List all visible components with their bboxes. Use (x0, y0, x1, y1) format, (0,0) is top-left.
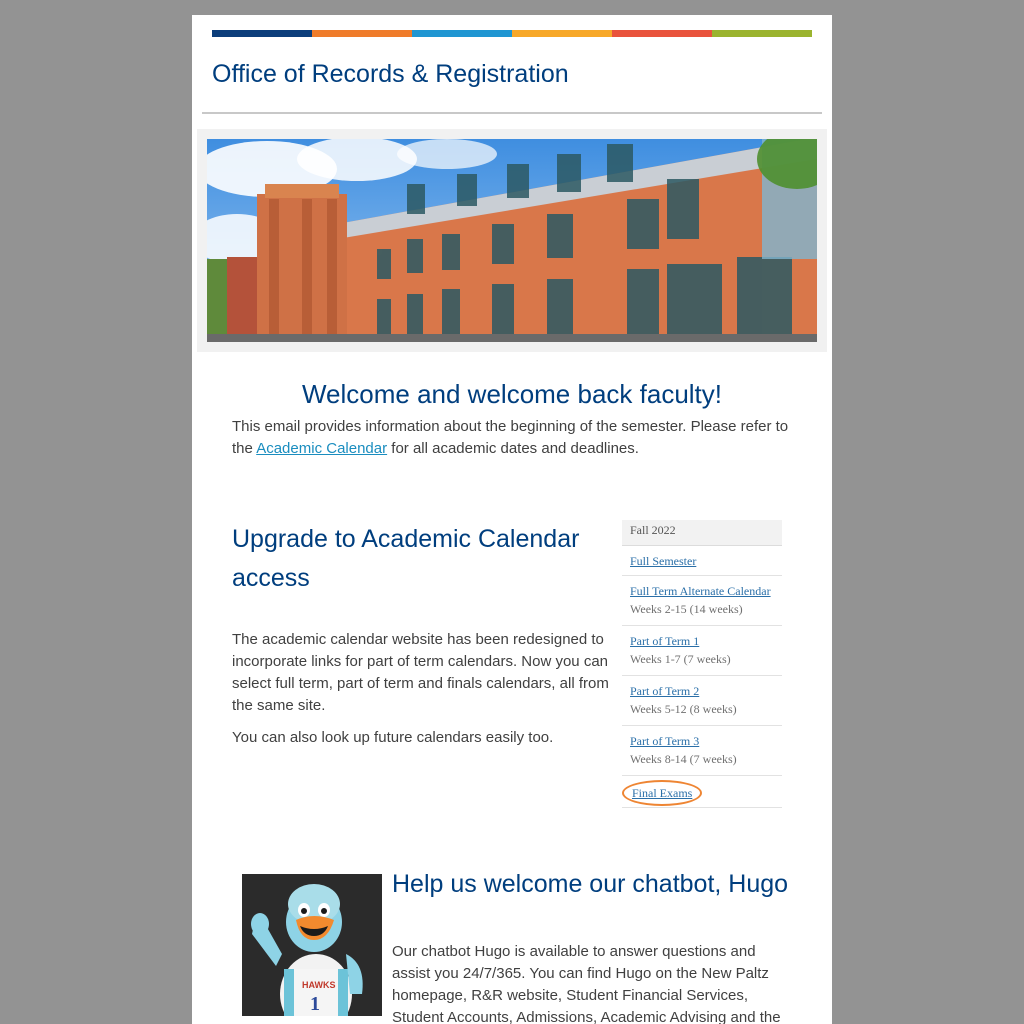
part-of-term-1-link[interactable]: Part of Term 1 (630, 634, 700, 648)
full-semester-link[interactable]: Full Semester (630, 554, 697, 568)
stripe-blue (412, 30, 512, 37)
calendar-item-part-1 (622, 626, 782, 676)
stripe-green (712, 30, 812, 37)
welcome-intro (232, 416, 792, 460)
hawk-mascot-icon (242, 874, 382, 1016)
intro-text-after: for all academic dates and deadlines. (387, 440, 639, 457)
part-of-term-3-link[interactable]: Part of Term 3 (630, 734, 700, 748)
stripe-red (612, 30, 712, 37)
upgrade-paragraph-2: You can also look up future calendars easily too. (232, 729, 554, 746)
upgrade-title: Upgrade to Academic Calendar access (232, 525, 580, 592)
jersey-number: 1 (310, 993, 320, 1015)
intro-text-before: This email provides information about the beginning of the semester. Please refer to the (232, 418, 789, 457)
highlight-circle (622, 780, 702, 806)
office-title: Office of Records & Registration (212, 60, 569, 88)
header-divider (202, 112, 822, 114)
email-body (192, 15, 832, 1024)
jersey-text: HAWKS (302, 980, 336, 990)
hugo-mascot-photo (242, 874, 382, 1016)
calendar-preview (622, 520, 782, 808)
chatbot-title: Help us welcome our chatbot, Hugo (392, 870, 789, 898)
part-1-weeks: Weeks 1-7 (7 weeks) (630, 652, 731, 666)
hero-frame (197, 129, 827, 352)
stripe-navy (212, 30, 312, 37)
alternate-weeks: Weeks 2-15 (14 weeks) (630, 602, 743, 616)
upgrade-body (232, 629, 612, 759)
calendar-term-heading: Fall 2022 (622, 520, 782, 546)
full-term-alternate-link[interactable]: Full Term Alternate Calendar (630, 584, 771, 598)
part-of-term-2-link[interactable]: Part of Term 2 (630, 684, 700, 698)
calendar-item-alternate (622, 576, 782, 626)
calendar-item-part-3 (622, 726, 782, 776)
welcome-title: Welcome and welcome back faculty! (301, 379, 723, 409)
stripe-orange (312, 30, 412, 37)
part-3-weeks: Weeks 8-14 (7 weeks) (630, 752, 737, 766)
upgrade-paragraph-1: The academic calendar website has been redesigned to incorporate links for part of term calendars. Now you can select full term, part of term and finals calendars, all from the same site. (232, 631, 609, 714)
chatbot-body: Our chatbot Hugo is available to answer questions and assist you 24/7/365. You can find Hugo on the New Paltz homepage, R&R website, Student Financial Services, Student Accounts, Admissions, Academic Advising and the (392, 943, 781, 1024)
calendar-item-full-semester (622, 546, 782, 576)
part-2-weeks: Weeks 5-12 (8 weeks) (630, 702, 737, 716)
brand-color-bar (212, 30, 812, 37)
campus-building-photo (207, 139, 817, 342)
calendar-item-part-2 (622, 676, 782, 726)
calendar-item-final-exams (622, 776, 782, 808)
final-exams-link[interactable]: Final Exams (632, 786, 693, 800)
academic-calendar-link[interactable]: Academic Calendar (256, 440, 388, 457)
stripe-gold (512, 30, 612, 37)
